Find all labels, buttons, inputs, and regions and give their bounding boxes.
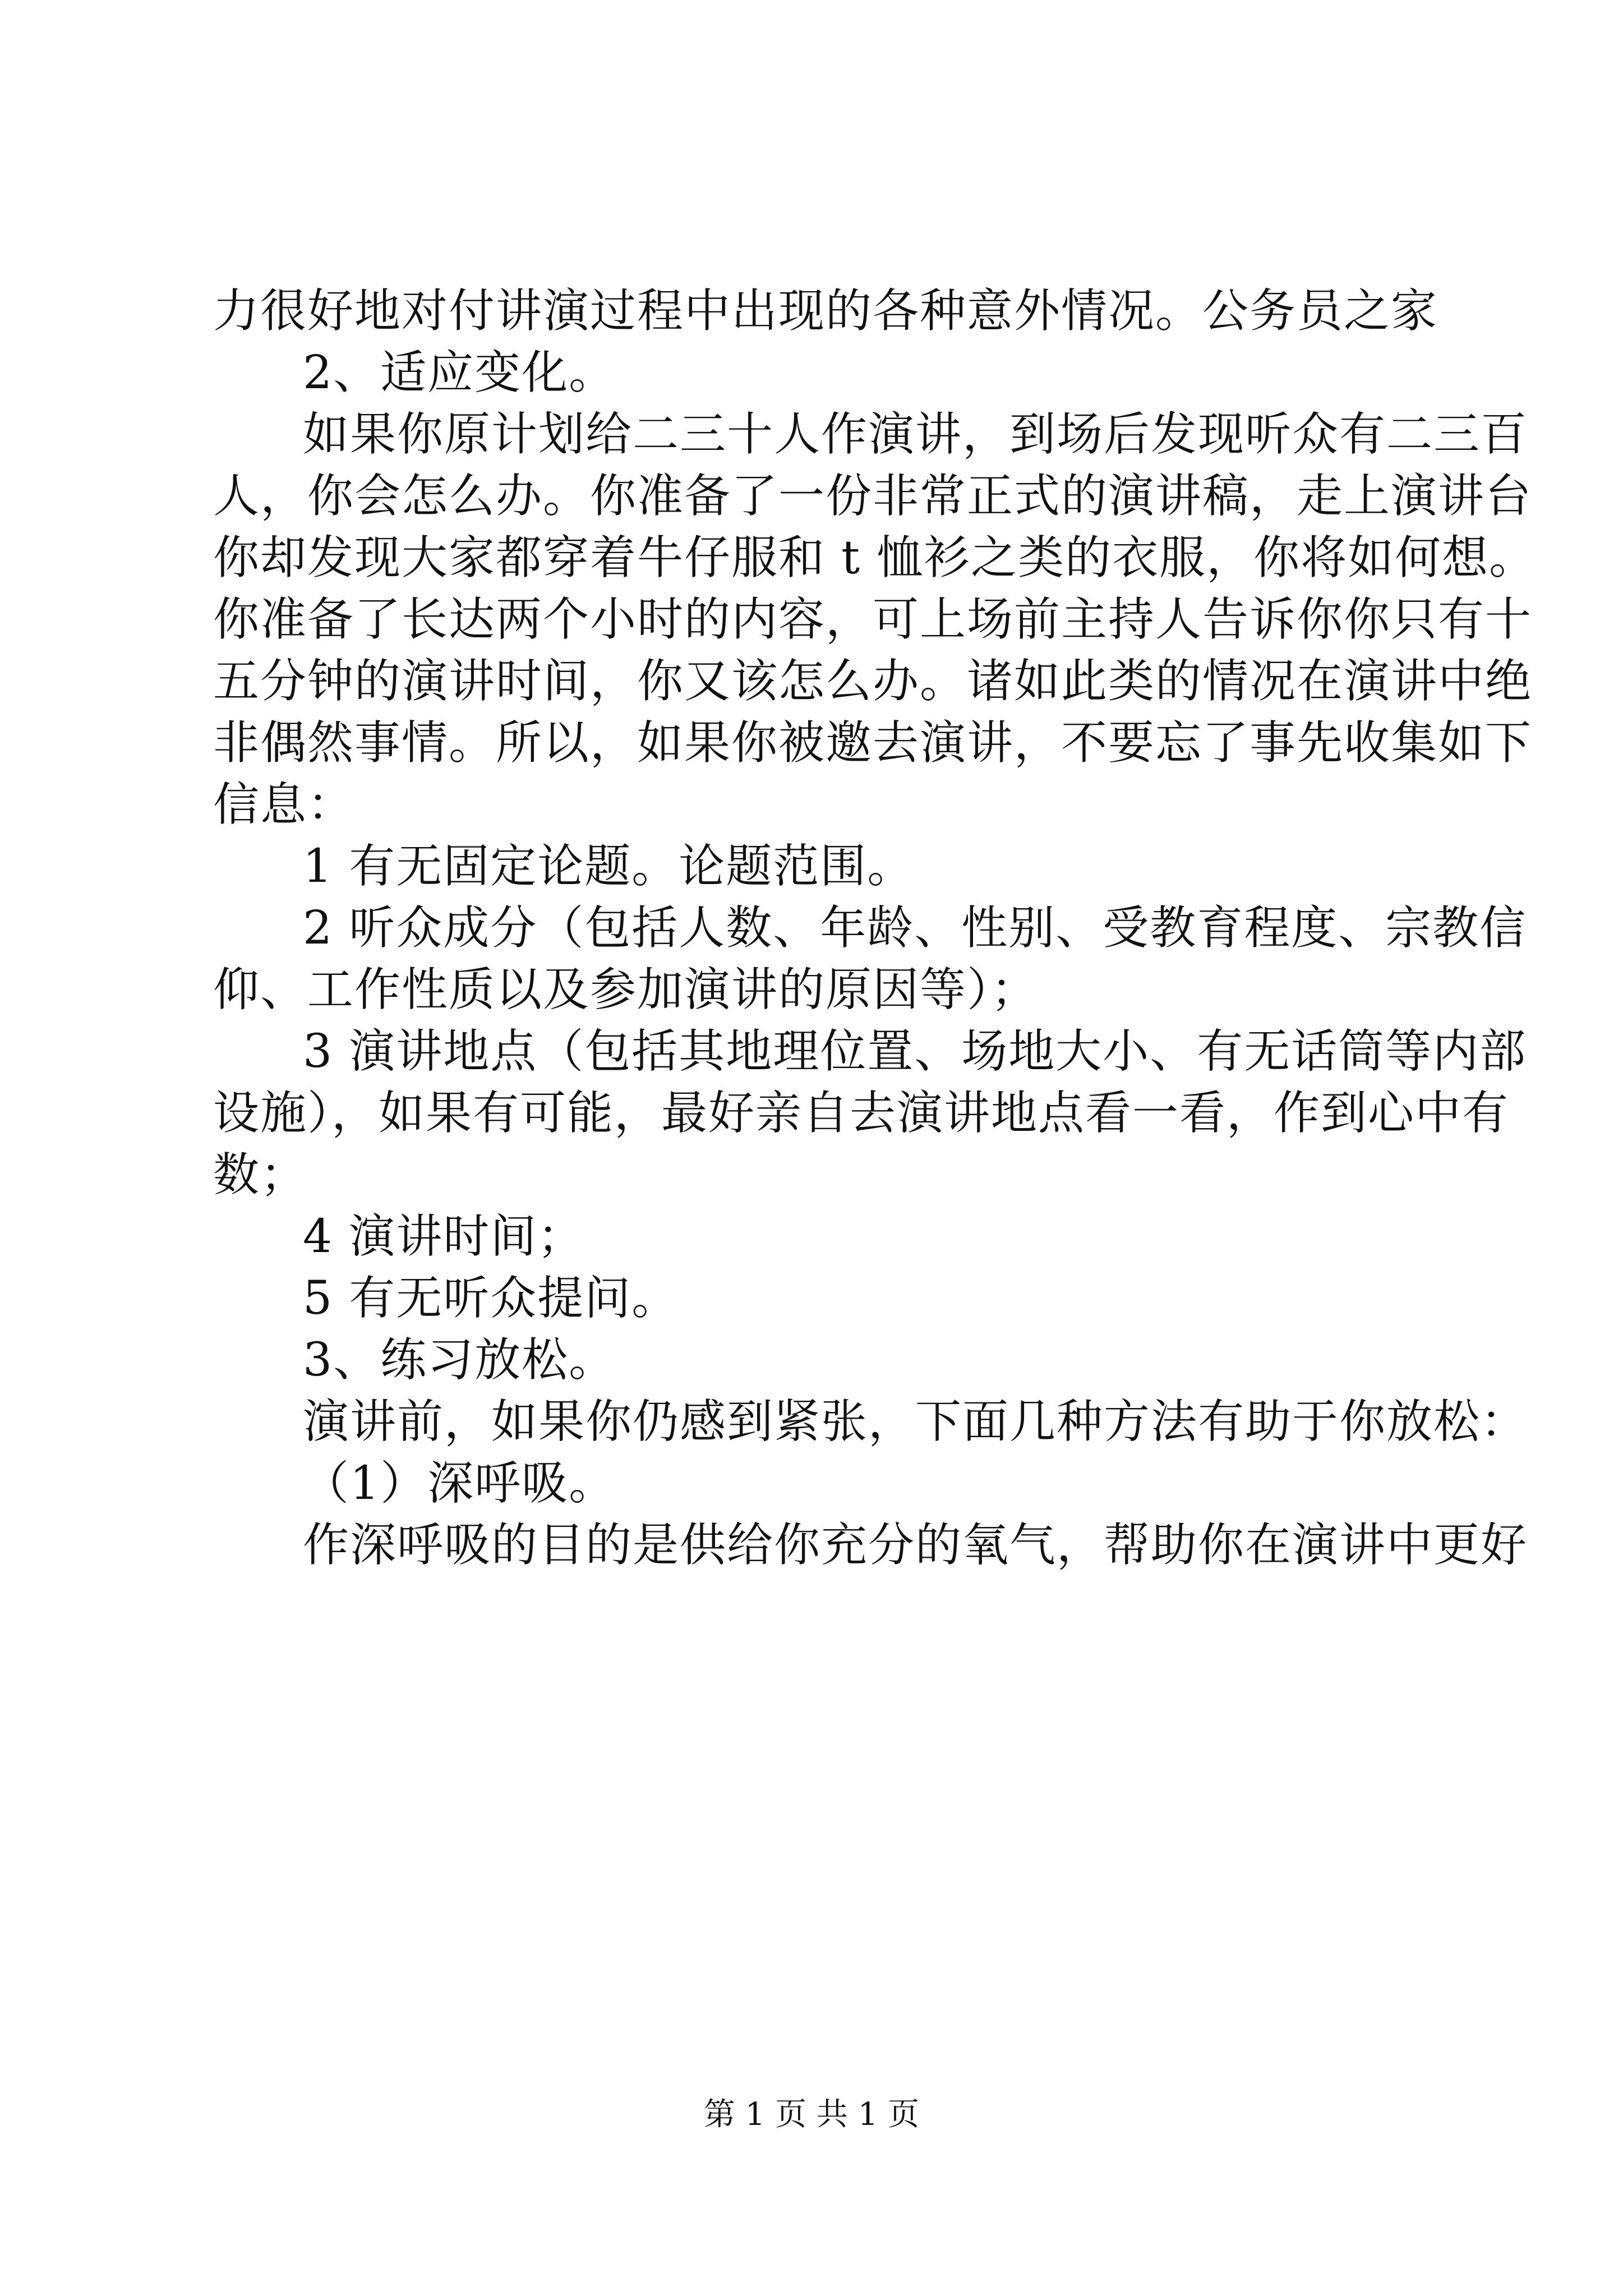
text-line-14: 设施），如果有可能，最好亲自去演讲地点看一看，作到心中有 (213, 1087, 1510, 1140)
text-line-8: 非偶然事情。所以，如果你被邀去演讲，不要忘了事先收集如下 (213, 716, 1533, 770)
text-line-17: 5 有无听众提问。 (303, 1272, 679, 1325)
text-line-20: （1）深呼吸。 (303, 1457, 616, 1510)
text-line-16: 4 演讲时间； (303, 1210, 585, 1263)
text-line-12: 仰、工作性质以及参加演讲的原因等）； (213, 963, 1039, 1016)
text-line-18: 3、练习放松。 (303, 1333, 616, 1387)
text-line-11: 2 听众成分（包括人数、年龄、性别、受教育程度、宗教信 (303, 901, 1527, 955)
text-line-15: 数； (213, 1148, 308, 1202)
text-line-3: 如果你原计划给二三十人作演讲，到场后发现听众有二三百 (303, 408, 1528, 461)
text-line-1: 力很好地对付讲演过程中出现的各种意外情况。公务员之家 (213, 284, 1438, 338)
text-line-21: 作深呼吸的目的是供给你充分的氧气，帮助你在演讲中更好 (303, 1519, 1528, 1572)
text-line-5: 你却发现大家都穿着牛仔服和 t 恤衫之类的衣服，你将如何想。 (213, 531, 1537, 585)
text-line-6: 你准备了长达两个小时的内容，可上场前主持人告诉你你只有十 (213, 593, 1533, 646)
text-line-19: 演讲前，如果你仍感到紧张，下面几种方法有助于你放松： (303, 1395, 1528, 1448)
text-line-4: 人，你会怎么办。你准备了一份非常正式的演讲稿，走上演讲台 (213, 470, 1533, 523)
text-line-7: 五分钟的演讲时间，你又该怎么办。诸如此类的情况在演讲中绝 (213, 655, 1533, 708)
text-line-2: 2、适应变化。 (303, 346, 616, 399)
page-footer: 第 1 页 共 1 页 (703, 2096, 920, 2133)
text-line-13: 3 演讲地点（包括其地理位置、场地大小、有无话筒等内部 (303, 1025, 1527, 1078)
text-line-10: 1 有无固定论题。论题范围。 (303, 840, 915, 893)
text-line-9: 信息： (213, 778, 355, 831)
